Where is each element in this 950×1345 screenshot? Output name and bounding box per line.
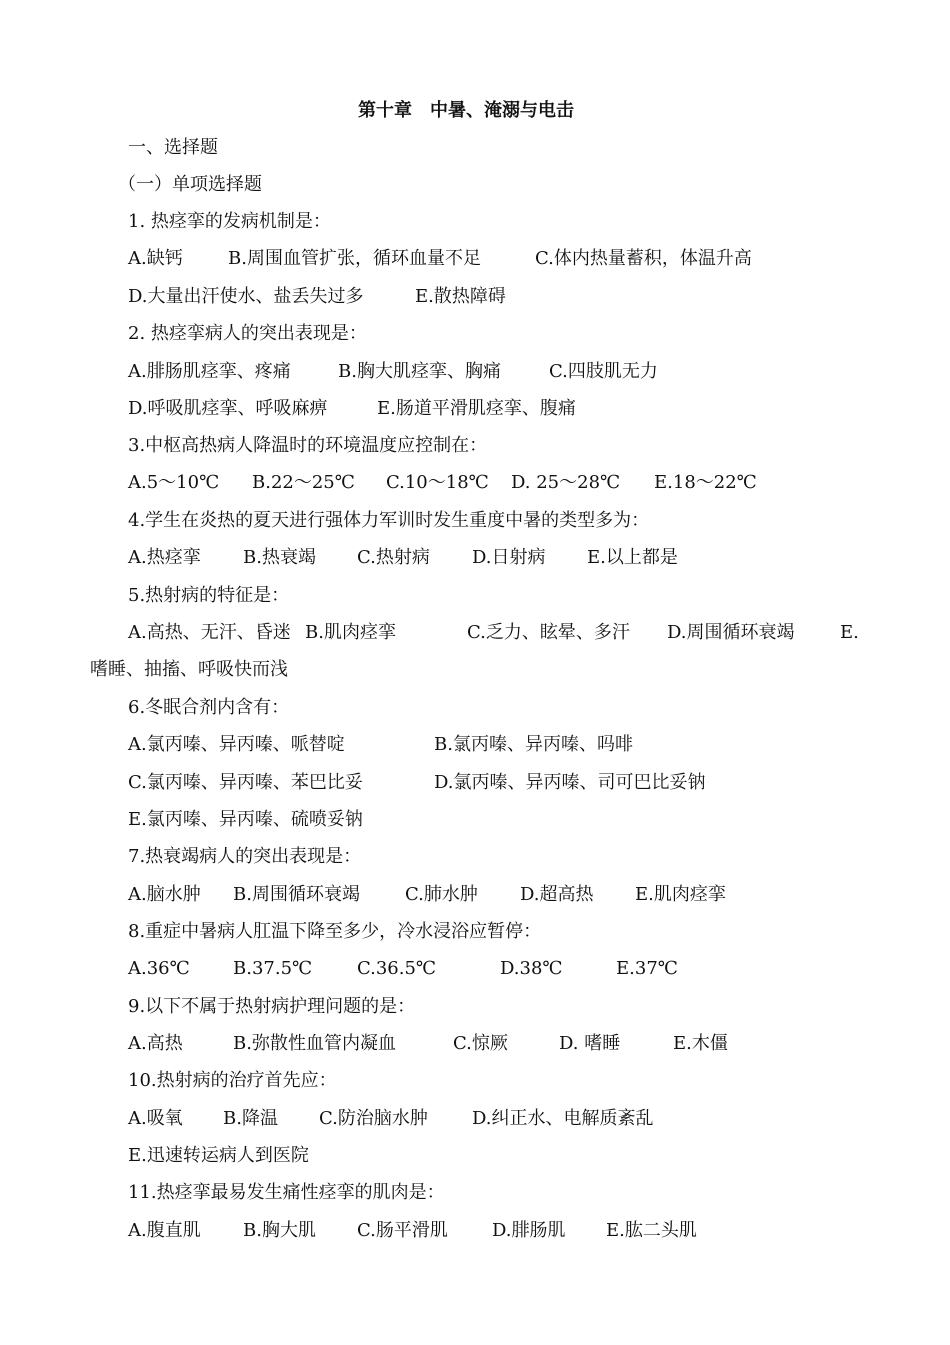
answer-option: D.38℃ <box>500 958 563 979</box>
answer-option: A.高热、无汗、昏迷 <box>128 622 291 643</box>
answer-option: A.高热 <box>128 1033 183 1054</box>
answer-option: D.呼吸肌痉挛、呼吸麻痹 <box>128 398 328 419</box>
answer-option: B.37.5℃ <box>233 958 313 979</box>
question-stem: 6.冬眠合剂内含有： <box>128 697 290 718</box>
answer-option: A.腹直肌 <box>128 1220 201 1241</box>
answer-option: C.惊厥 <box>453 1033 508 1054</box>
answer-option: B.22～25℃ <box>252 472 355 493</box>
question-stem: 7.热衰竭病人的突出表现是： <box>128 846 362 867</box>
answer-option: D.大量出汗使水、盐丢失过多 <box>128 286 364 307</box>
answer-option: D.日射病 <box>472 547 546 568</box>
answer-option: C.氯丙嗪、异丙嗪、苯巴比妥 <box>128 772 363 793</box>
answer-option: D.腓肠肌 <box>492 1220 566 1241</box>
answer-option: E.氯丙嗪、异丙嗪、硫喷妥钠 <box>128 809 363 830</box>
answer-option: C.防治脑水肿 <box>319 1108 428 1129</box>
question-stem: 10.热射病的治疗首先应： <box>128 1070 337 1091</box>
answer-option-continuation: 嗜睡、抽搐、呼吸快而浅 <box>90 659 288 680</box>
answer-option: A.腓肠肌痉挛、疼痛 <box>128 361 291 382</box>
answer-option: D.纠正水、电解质紊乱 <box>472 1108 654 1129</box>
question-stem: 11.热痉挛最易发生痛性痉挛的肌肉是： <box>128 1182 445 1203</box>
answer-option: C.乏力、眩晕、多汗 <box>467 622 630 643</box>
answer-option: B.热衰竭 <box>243 547 316 568</box>
answer-option: E.肌肉痉挛 <box>635 884 726 905</box>
answer-option: A.氯丙嗪、异丙嗪、哌替啶 <box>128 734 345 755</box>
section-heading: 一、选择题 <box>128 137 218 158</box>
answer-option: A.5～10℃ <box>128 472 220 493</box>
answer-option: B.肌肉痉挛 <box>305 622 396 643</box>
answer-option: B.周围血管扩张，循环血量不足 <box>228 248 481 269</box>
answer-option: B.周围循环衰竭 <box>233 884 360 905</box>
answer-option: E.木僵 <box>673 1033 728 1054</box>
answer-option: E.散热障碍 <box>415 286 506 307</box>
answer-option: A.36℃ <box>128 958 190 979</box>
question-stem: 4.学生在炎热的夏天进行强体力军训时发生重度中暑的类型多为： <box>128 510 650 531</box>
answer-option: E. <box>840 622 859 643</box>
answer-option: E.肠道平滑肌痉挛、腹痛 <box>377 398 576 419</box>
answer-option: E.迅速转运病人到医院 <box>128 1145 309 1166</box>
answer-option: A.吸氧 <box>128 1108 183 1129</box>
answer-option: C.体内热量蓄积，体温升高 <box>535 248 752 269</box>
answer-option: C.肺水肿 <box>405 884 478 905</box>
answer-option: C.36.5℃ <box>357 958 437 979</box>
answer-option: E.肱二头肌 <box>606 1220 697 1241</box>
answer-option: B.弥散性血管内凝血 <box>233 1033 396 1054</box>
answer-option: B.氯丙嗪、异丙嗪、吗啡 <box>434 734 633 755</box>
answer-option: E.18～22℃ <box>654 472 757 493</box>
answer-option: C.热射病 <box>357 547 430 568</box>
answer-option: B.胸大肌痉挛、胸痛 <box>338 361 501 382</box>
question-stem: 8.重症中暑病人肛温下降至多少，冷水浸浴应暂停： <box>128 921 542 942</box>
answer-option: D. 25～28℃ <box>511 472 621 493</box>
answer-option: B.降温 <box>223 1108 278 1129</box>
answer-option: A.脑水肿 <box>128 884 201 905</box>
answer-option: D.周围循环衰竭 <box>667 622 795 643</box>
question-stem: 3.中枢高热病人降温时的环境温度应控制在： <box>128 435 488 456</box>
subsection-heading: （一）单项选择题 <box>118 174 262 195</box>
answer-option: A.热痉挛 <box>128 547 201 568</box>
answer-option: C.10～18℃ <box>386 472 489 493</box>
question-stem: 5.热射病的特征是： <box>128 585 290 606</box>
question-stem: 9.以下不属于热射病护理问题的是： <box>128 996 416 1017</box>
answer-option: D. 嗜睡 <box>559 1033 621 1054</box>
question-stem: 2. 热痉挛病人的突出表现是： <box>128 323 367 344</box>
answer-option: E.37℃ <box>616 958 678 979</box>
answer-option: C.四肢肌无力 <box>549 361 658 382</box>
answer-option: E.以上都是 <box>587 547 678 568</box>
answer-option: D.氯丙嗪、异丙嗪、司可巴比妥钠 <box>434 772 706 793</box>
answer-option: C.肠平滑肌 <box>357 1220 448 1241</box>
chapter-title: 第十章 中暑、淹溺与电击 <box>358 100 574 121</box>
answer-option: B.胸大肌 <box>243 1220 316 1241</box>
answer-option: A.缺钙 <box>128 248 183 269</box>
question-stem: 1. 热痉挛的发病机制是： <box>128 211 331 232</box>
answer-option: D.超高热 <box>520 884 594 905</box>
